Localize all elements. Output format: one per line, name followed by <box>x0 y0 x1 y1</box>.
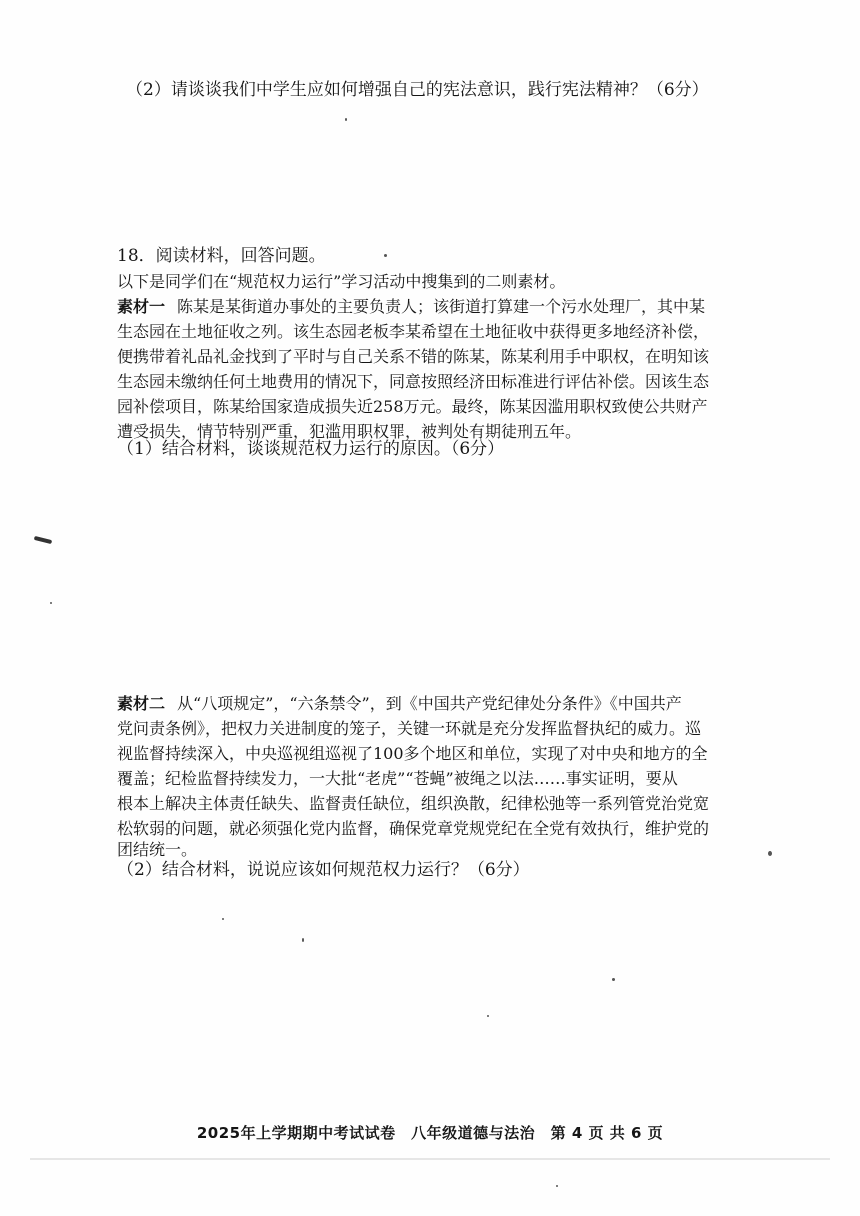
material1-text-line: 陈某是某街道办事处的主要负责人；该街道打算建一个污水处理厂，其中某 <box>177 297 706 316</box>
material2-text-line: 根本上解决主体责任缺失、监督责任缺位，组织涣散，纪律松弛等一系列管党治党宽 <box>117 794 710 813</box>
material1-text-line: 生态园在土地征收之列。该生态园老板李某希望在土地征收中获得更多地经济补偿， <box>117 322 710 341</box>
q18-heading: 18．阅读材料，回答问题。 <box>117 246 326 266</box>
material2-label: 素材二 <box>117 694 166 713</box>
material2-first-line <box>117 692 682 716</box>
q18-part1-prompt: （1）结合材料，谈谈规范权力运行的原因。（6分） <box>117 439 505 459</box>
q17-part2-prompt: （2）请谈谈我们中学生应如何增强自己的宪法意识，践行宪法精神？（6分） <box>126 80 709 100</box>
material2-text-line: 团结统一。 <box>117 840 198 859</box>
scan-speck <box>487 1015 489 1017</box>
material1-label: 素材一 <box>117 297 166 316</box>
page-edge <box>30 1158 830 1160</box>
q18-intro: 以下是同学们在“规范权力运行”学习活动中搜集到的二则素材。 <box>117 272 566 291</box>
material1-text-line: 遭受损失，情节特别严重，犯滥用职权罪，被判处有期徒刑五年。 <box>117 422 582 441</box>
material1-text-line: 生态园未缴纳任何土地费用的情况下，同意按照经济田标准进行评估补偿。因该生态 <box>117 372 710 391</box>
material2-text-line: 视监督持续深入，中央巡视组巡视了100多个地区和单位，实现了对中央和地方的全 <box>117 744 708 763</box>
material2-text-line: 从“八项规定”，“六条禁令”，到《中国共产党纪律处分条件》《中国共产 <box>177 694 682 713</box>
scan-speck <box>768 851 772 856</box>
scan-speck <box>612 978 615 981</box>
scan-speck <box>302 938 304 942</box>
material2-text-line: 松软弱的问题，就必须强化党内监督，确保党章党规党纪在全党有效执行，维护党的 <box>117 819 710 838</box>
material2-text-line: 党问责条例》，把权力关进制度的笼子，关键一环就是充分发挥监督执纪的威力。巡 <box>117 719 702 738</box>
q18-part2-prompt: （2）结合材料，说说应该如何规范权力运行？（6分） <box>117 860 530 880</box>
material1-first-line <box>117 295 705 319</box>
material2-text-line: 覆盖；纪检监督持续发力，一大批“老虎”“苍蝇”被绳之以法……事实证明，要从 <box>117 769 678 788</box>
scan-speck <box>384 254 387 257</box>
scan-mark <box>34 536 52 544</box>
material1-text-line: 便携带着礼品礼金找到了平时与自己关系不错的陈某，陈某利用手中职权，在明知该 <box>117 347 710 366</box>
page-footer: 2025年上学期期中考试试卷 八年级道德与法治 第 4 页 共 6 页 <box>196 1124 664 1142</box>
scan-speck <box>222 918 224 920</box>
scan-speck <box>556 1185 558 1187</box>
scan-speck <box>50 602 52 604</box>
material1-text-line: 园补偿项目，陈某给国家造成损失近258万元。最终，陈某因滥用职权致使公共财产 <box>117 397 708 416</box>
scan-speck <box>345 118 347 121</box>
